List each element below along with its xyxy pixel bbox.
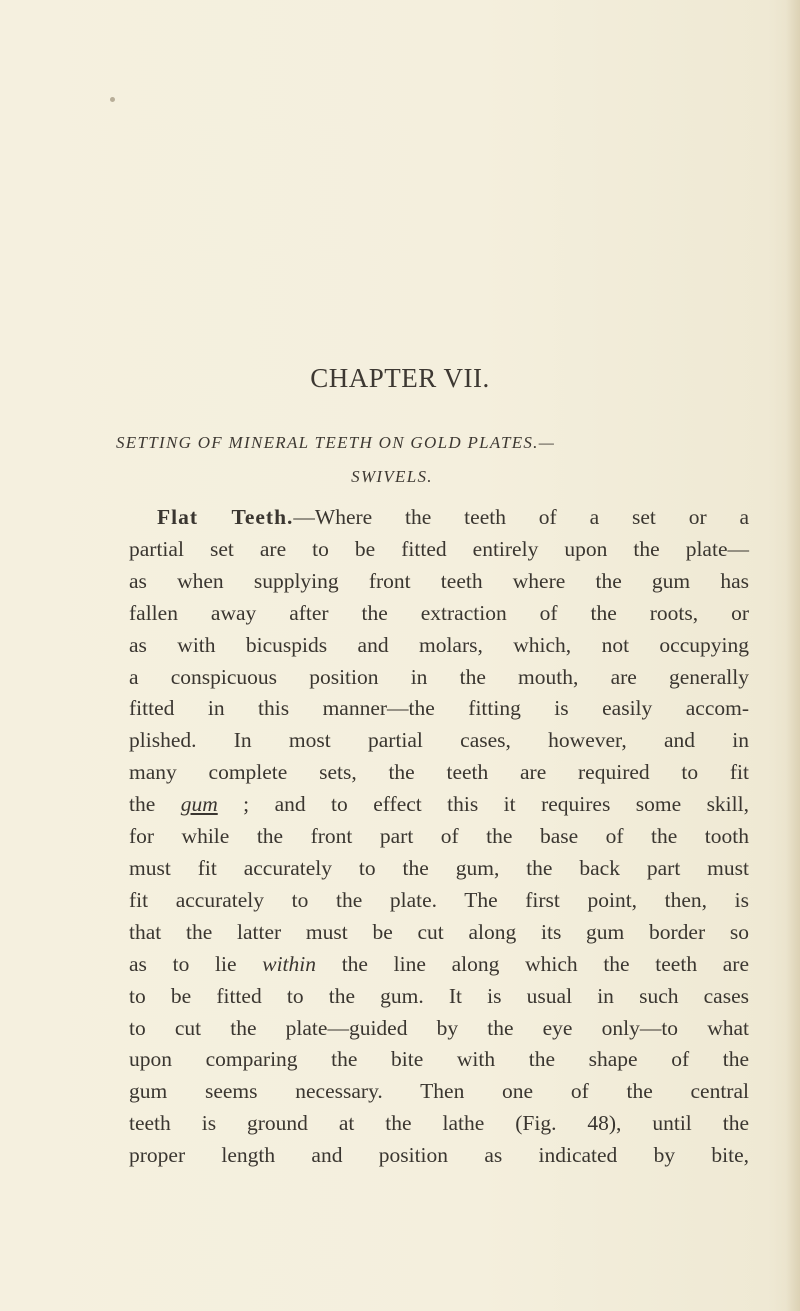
- text-line: a conspicuous position in the mouth, are generally: [129, 664, 749, 689]
- text-line: that the latter must be cut along its gum border so: [129, 919, 749, 944]
- page-edge-shadow: [786, 0, 800, 1311]
- text-line: as when supplying front teeth where the gum has: [129, 568, 749, 593]
- text-line: partial set are to be fitted entirely upon the plate—: [129, 536, 749, 561]
- text-line: [129, 949, 749, 981]
- chapter-heading: CHAPTER VII.: [310, 363, 490, 393]
- text-line: [129, 789, 749, 821]
- chapter-subtitle-line-2: SWIVELS.: [351, 467, 433, 486]
- chapter-subtitle-line-1: SETTING OF MINERAL TEETH ON GOLD PLATES.—: [116, 433, 556, 452]
- text-line: fitted in this manner—the fitting is easily accom-: [129, 696, 749, 721]
- italic-emphasis: gum: [180, 792, 218, 817]
- text-line: [129, 502, 749, 534]
- text-line: fit accurately to the plate. The first point, then, is: [129, 887, 749, 912]
- text-fragment: ; and to effect this it requires some skill,: [217, 792, 749, 817]
- text-line: to cut the plate—guided by the eye only—to what: [129, 1015, 749, 1040]
- text-line: must fit accurately to the gum, the back part must: [129, 855, 749, 880]
- text-line: upon comparing the bite with the shape of the: [129, 1047, 749, 1072]
- text-fragment: the line along which the teeth are: [316, 951, 750, 976]
- body-paragraph: [129, 502, 749, 1172]
- text-line: fallen away after the extraction of the roots, or: [129, 600, 749, 625]
- paper-speck: [110, 97, 115, 102]
- text-line: teeth is ground at the lathe (Fig. 48), until the: [129, 1111, 749, 1136]
- text-fragment: as to lie: [129, 951, 263, 976]
- italic-emphasis: within: [262, 951, 316, 976]
- text-fragment: —Where the teeth of a set or a: [293, 505, 749, 529]
- text-line: plished. In most partial cases, however, and in: [129, 728, 749, 753]
- text-line: gum seems necessary. Then one of the central: [129, 1079, 749, 1104]
- text-line: proper length and position as indicated by bite,: [129, 1143, 749, 1168]
- text-line: to be fitted to the gum. It is usual in such cases: [129, 983, 749, 1008]
- text-line: many complete sets, the teeth are required to fit: [129, 760, 749, 785]
- text-line: as with bicuspids and molars, which, not occupying: [129, 632, 749, 657]
- run-in-heading: Flat Teeth.: [157, 505, 294, 529]
- chapter-subtitle: [116, 426, 676, 494]
- text-fragment: the: [129, 792, 181, 817]
- text-line: for while the front part of the base of the tooth: [129, 824, 749, 849]
